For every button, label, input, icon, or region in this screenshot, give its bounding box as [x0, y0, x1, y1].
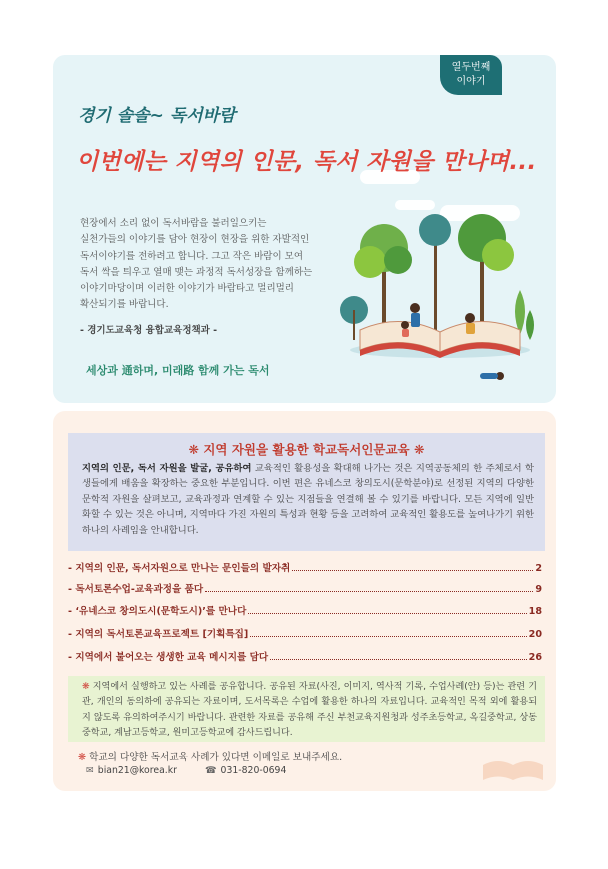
phone-icon: ☎ — [204, 765, 217, 776]
series-title: 경기 솔솔~ 독서바람 — [78, 106, 236, 126]
toc-page: 20 — [528, 629, 542, 640]
asterisk-icon: ❋ — [78, 752, 87, 763]
notice-title: ❋ 지역 자원을 활용한 학교독서인문교육 ❋ — [188, 442, 425, 457]
contact-text: 학교의 다양한 독서교육 사례가 있다면 이메일로 보내주세요. — [86, 752, 343, 763]
toc-item[interactable] — [68, 560, 542, 574]
badge-line: 열두번째 — [451, 62, 491, 73]
toc-item[interactable] — [68, 581, 542, 595]
intro-line: 현장에서 소리 없이 독서바람을 불러일으키는 — [80, 218, 267, 229]
signature: - 경기도교육청 융합교육정책과 - — [80, 325, 218, 336]
toc-title: - 지역의 독서토론교육프로젝트 [기획특집] — [68, 629, 249, 640]
book-tree-illustration — [330, 200, 550, 390]
toc-item[interactable] — [68, 626, 542, 640]
phone-number: 031-820-0694 — [220, 765, 287, 776]
intro-line: 실천가들의 이야기를 담아 현장이 현장을 위한 자발적인 — [80, 234, 310, 246]
slogan: 세상과 通하며, 미래路 함께 가는 독서 — [86, 364, 270, 377]
badge-line: 이야기 — [456, 76, 486, 87]
share-text — [82, 680, 537, 741]
toc-item[interactable] — [68, 603, 542, 617]
notice-body — [82, 461, 534, 538]
toc-page: 9 — [535, 584, 542, 595]
episode-badge — [440, 55, 502, 95]
headline: 이번에는 지역의 인문, 독서 자원을 만나며... — [76, 149, 537, 175]
toc-leader — [270, 659, 527, 660]
toc-page: 2 — [535, 563, 542, 574]
notice-lead: 지역의 인문, 독서 자원을 발굴, 공유하여 — [82, 463, 252, 474]
toc-leader — [205, 591, 533, 592]
toc-item[interactable] — [68, 649, 542, 663]
envelope-icon: ✉ — [86, 765, 94, 776]
book-decoration-icon — [478, 735, 548, 785]
toc-title: - 독서토론수업-교육과정을 품다 — [68, 584, 204, 595]
notice-text: 교육적인 활용성을 확대해 나가는 것은 지역공동체의 한 주체로서 학생들에게 배움을 확장하는 중요한 부분입니다. 이번 편은 유네스코 창의도시(문학분야)로 선정된 지역의 다양한 문학적 자원을 살펴보고, 교육과정과 연계할 수 있는 지점들을 연결해 볼 수 있기를 바랍니다. 모든 지역에 일반화할 수 있는 것은 아니며, 지역마다 가진 자원의 특성과 현황 등을 고려하여 교육적인 활용도를 높여나가기 위한 하나의 사례임을 안내합니다. — [82, 463, 534, 536]
toc-page: 18 — [528, 606, 542, 617]
intro-line: 독서이야기를 전하려고 합니다. 그고 작은 바람이 모여 — [80, 250, 304, 262]
toc-leader — [250, 636, 526, 637]
intro-line: 이야기마당이며 이러한 이야기가 바람타고 멀리멀리 — [80, 283, 294, 295]
intro-line: 독서 싹을 틔우고 열매 맺는 과정적 독서성장을 함께하는 — [80, 266, 313, 278]
toc-title: - 지역에서 불어오는 생생한 교육 메시지를 담다 — [68, 652, 269, 663]
email-link[interactable]: bian21@korea.kr — [97, 765, 177, 776]
contact-info — [86, 765, 286, 776]
toc-title: - ‘유네스코 창의도시(문학도시)’를 만나다 — [68, 606, 247, 617]
toc-leader — [292, 570, 533, 571]
intro-text — [80, 216, 330, 314]
intro-line: 확산되기를 바랍니다. — [80, 299, 169, 311]
toc-page: 26 — [528, 652, 542, 663]
asterisk-icon: ❋ — [82, 682, 90, 692]
toc-title: - 지역의 인문, 독서자원으로 만나는 문인들의 발자취 — [68, 563, 291, 574]
contact-line — [78, 749, 342, 763]
share-body: 지역에서 실행하고 있는 사례를 공유합니다. 공유된 자료(사진, 이미지, 역사적 기록, 수업사례(안) 등)는 관련 기관, 개인의 동의하에 공유되는 자료이며, 도서목록은 수업에 활용한 하나의 자료입니다. 교육적인 목적 외에 활용되지 않도록 유의하여주시기 바랍니다. 관련한 자료를 공유해 주신 부천교육지원청과 성주초등학교, 옥길중학교, 상동중학교, 계남고등학교, 원미고등학교에 감사드립니다. — [82, 682, 537, 738]
toc-leader — [248, 613, 526, 614]
